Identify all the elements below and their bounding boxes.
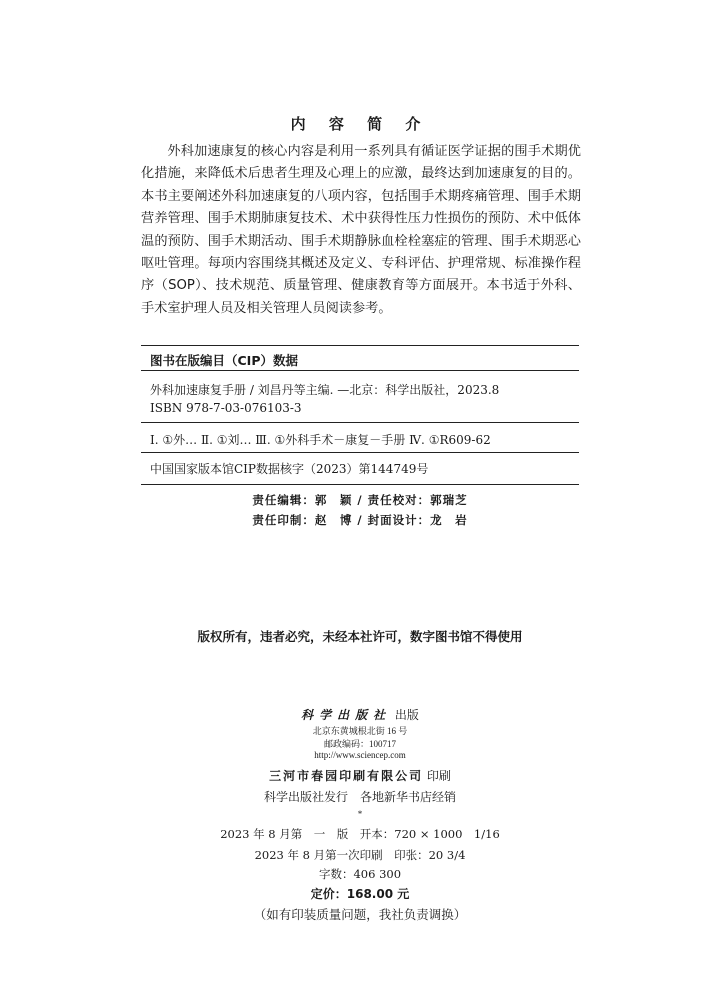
- publisher-suffix: 出版: [394, 708, 419, 722]
- printer-name: 三河市春园印刷有限公司: [269, 769, 424, 783]
- cip-heading-rule: [141, 370, 579, 371]
- editors-line-2: 责任印制：赵 博 / 封面设计：龙 岩: [252, 513, 468, 527]
- price-value: ：168.00 元: [334, 887, 410, 901]
- distribution-line: 科学出版社发行 各地新华书店经销: [263, 790, 456, 804]
- printer-suffix: 印刷: [426, 769, 451, 783]
- separator-star: *: [357, 809, 363, 819]
- cip-isbn-rule: [141, 422, 579, 423]
- cip-isbn: ISBN 978-7-03-076103-3: [150, 401, 302, 415]
- price-label: 定价: [310, 887, 335, 901]
- price-line: [0, 885, 720, 902]
- cip-number: 中国国家版本馆CIP数据核字（2023）第144749号: [150, 462, 429, 476]
- publisher-postcode: 邮政编码：100717: [323, 739, 396, 749]
- publisher-line: [0, 706, 720, 723]
- quality-note: （如有印装质量问题，我社负责调换）: [253, 907, 467, 922]
- printer-line: [0, 767, 720, 784]
- summary-title: 内 容 简 介: [290, 115, 430, 133]
- publisher-address: 北京东黄城根北街 16 号: [312, 726, 408, 736]
- edition-line: 2023 年 8 月第 一 版 开本：720 × 1000 1/16: [220, 827, 500, 841]
- copyright-notice: 版权所有，违者必究，未经本社许可，数字图书馆不得使用: [197, 629, 523, 644]
- cip-top-rule: [141, 345, 579, 346]
- word-count-line: 字数：406 300: [318, 867, 402, 881]
- cip-classification: Ⅰ. ①外… Ⅱ. ①刘… Ⅲ. ①外科手术－康复－手册 Ⅳ. ①R609-62: [150, 433, 491, 447]
- publisher-name: 科学出版社: [301, 708, 392, 722]
- cip-book-line: 外科加速康复手册 / 刘昌丹等主编. —北京：科学出版社，2023.8: [150, 383, 500, 397]
- cip-class-rule: [141, 452, 579, 453]
- editors-line-1: 责任编辑：郭 颖 / 责任校对：郭瑞芝: [252, 493, 468, 507]
- summary-paragraph: 外科加速康复的核心内容是利用一系列具有循证医学证据的围手术期优化措施，来降低术后患者生理及心理上的应激，最终达到加速康复的目的。本书主要阐述外科加速康复的八项内容，包括围手术期疼痛管理、围手术期营养管理、围手术期肺康复技术、术中获得性压力性损伤的预防、术中低体温的预防、围手术期活动、围手术期静脉血栓栓塞症的管理、围手术期恶心呕吐管理。每项内容围绕其概述及定义、专科评估、护理常规、标准操作程序（SOP）、技术规范、质量管理、健康教育等方面展开。本书适于外科、手术室护理人员及相关管理人员阅读参考。: [141, 144, 581, 316]
- summary-text: [141, 141, 581, 320]
- cip-heading: 图书在版编目（CIP）数据: [150, 353, 298, 368]
- cip-bottom-rule: [141, 484, 579, 485]
- publisher-website: http://www.sciencep.com: [314, 750, 406, 760]
- impression-line: 2023 年 8 月第一次印刷 印张：20 3/4: [254, 848, 466, 862]
